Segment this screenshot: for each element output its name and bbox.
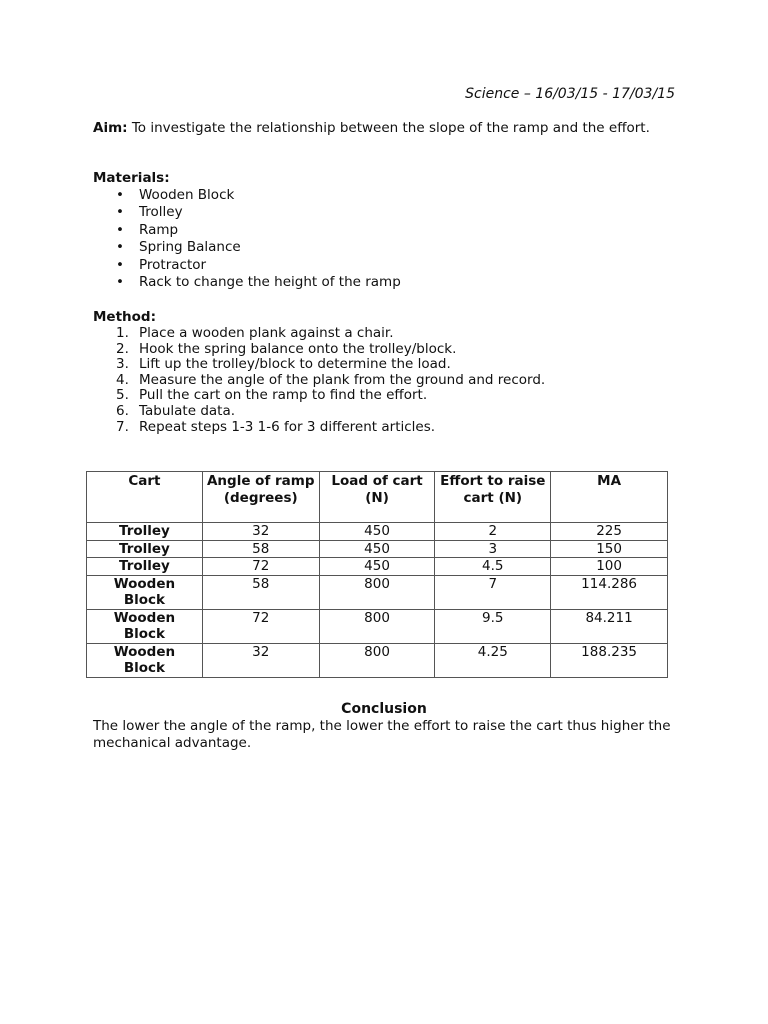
cell-cart: Trolley (87, 540, 203, 558)
list-item (93, 274, 401, 291)
table-row (87, 523, 668, 541)
cell-angle: 72 (202, 558, 319, 576)
column-header-load: Load of cart (N) (319, 472, 435, 523)
table-row (87, 609, 668, 643)
table-row (87, 558, 668, 576)
list-item (93, 388, 545, 404)
cell-cart: Trolley (87, 523, 203, 541)
step-number: 6. (116, 402, 129, 419)
cell-effort: 9.5 (435, 609, 551, 643)
cell-angle: 32 (202, 523, 319, 541)
column-header-angle: Angle of ramp (degrees) (202, 472, 319, 523)
cell-cart: Wooden Block (87, 609, 203, 643)
materials-item: Spring Balance (139, 239, 241, 256)
table-row (87, 643, 668, 677)
aim-text: To investigate the relationship between the slope of the ramp and the effort. (131, 120, 650, 136)
step-text: Measure the angle of the plank from the ground and record. (139, 371, 546, 388)
cell-angle: 32 (202, 643, 319, 677)
cell-ma: 100 (551, 558, 668, 576)
cell-load: 450 (319, 540, 435, 558)
cell-ma: 150 (551, 540, 668, 558)
cell-ma: 225 (551, 523, 668, 541)
list-item (93, 404, 545, 420)
method-list (93, 326, 545, 435)
cell-effort: 2 (435, 523, 551, 541)
cell-effort: 7 (435, 575, 551, 609)
list-item (93, 222, 401, 239)
document-header-date: Science – 16/03/15 - 17/03/15 (465, 86, 675, 102)
materials-item: Trolley (139, 204, 183, 221)
list-item (93, 373, 545, 389)
list-item (93, 257, 401, 274)
bullet-icon: • (116, 239, 124, 256)
cell-angle: 58 (202, 540, 319, 558)
step-number: 3. (116, 356, 129, 373)
column-header-effort: Effort to raise cart (N) (435, 472, 551, 523)
table-row (87, 575, 668, 609)
method-heading: Method: (93, 309, 156, 325)
cell-effort: 4.25 (435, 643, 551, 677)
step-text: Hook the spring balance onto the trolley/block. (139, 340, 457, 357)
table-row (87, 540, 668, 558)
materials-heading: Materials: (93, 170, 170, 186)
column-header-ma: MA (551, 472, 668, 523)
materials-item: Wooden Block (139, 187, 235, 203)
cell-angle: 72 (202, 609, 319, 643)
conclusion-heading: Conclusion (341, 701, 427, 717)
list-item (93, 204, 401, 221)
list-item (93, 187, 401, 204)
step-text: Tabulate data. (139, 402, 236, 419)
step-number: 1. (116, 325, 129, 341)
materials-item: Rack to change the height of the ramp (139, 273, 401, 290)
bullet-icon: • (116, 204, 124, 221)
list-item (93, 326, 545, 342)
step-text: Pull the cart on the ramp to find the effort. (139, 387, 428, 404)
conclusion-text: The lower the angle of the ramp, the lower the effort to raise the cart thus higher the mechanical advantage. (93, 718, 671, 751)
cell-ma: 114.286 (551, 575, 668, 609)
cell-load: 450 (319, 558, 435, 576)
table-header-row (87, 472, 668, 523)
list-item (93, 357, 545, 373)
step-text: Lift up the trolley/block to determine the load. (139, 356, 451, 373)
cell-load: 800 (319, 643, 435, 677)
cell-effort: 3 (435, 540, 551, 558)
step-text: Repeat steps 1-3 1-6 for 3 different articles. (139, 418, 436, 435)
results-table (86, 471, 668, 678)
aim-label: Aim: (93, 120, 128, 136)
aim-section (93, 120, 673, 137)
cell-load: 800 (319, 575, 435, 609)
cell-cart: Wooden Block (87, 643, 203, 677)
list-item (93, 342, 545, 358)
cell-load: 800 (319, 609, 435, 643)
materials-list (93, 187, 401, 291)
list-item (93, 239, 401, 256)
cell-ma: 84.211 (551, 609, 668, 643)
step-text: Place a wooden plank against a chair. (139, 325, 394, 341)
cell-cart: Wooden Block (87, 575, 203, 609)
step-number: 4. (116, 371, 129, 388)
step-number: 7. (116, 418, 129, 435)
cell-effort: 4.5 (435, 558, 551, 576)
bullet-icon: • (116, 221, 124, 238)
step-number: 2. (116, 340, 129, 357)
materials-item: Ramp (139, 221, 179, 238)
cell-angle: 58 (202, 575, 319, 609)
list-item (93, 420, 545, 436)
column-header-cart: Cart (87, 472, 203, 523)
bullet-icon: • (116, 187, 124, 203)
step-number: 5. (116, 387, 129, 404)
cell-cart: Trolley (87, 558, 203, 576)
cell-ma: 188.235 (551, 643, 668, 677)
materials-item: Protractor (139, 256, 207, 273)
cell-load: 450 (319, 523, 435, 541)
bullet-icon: • (116, 273, 124, 290)
bullet-icon: • (116, 256, 124, 273)
